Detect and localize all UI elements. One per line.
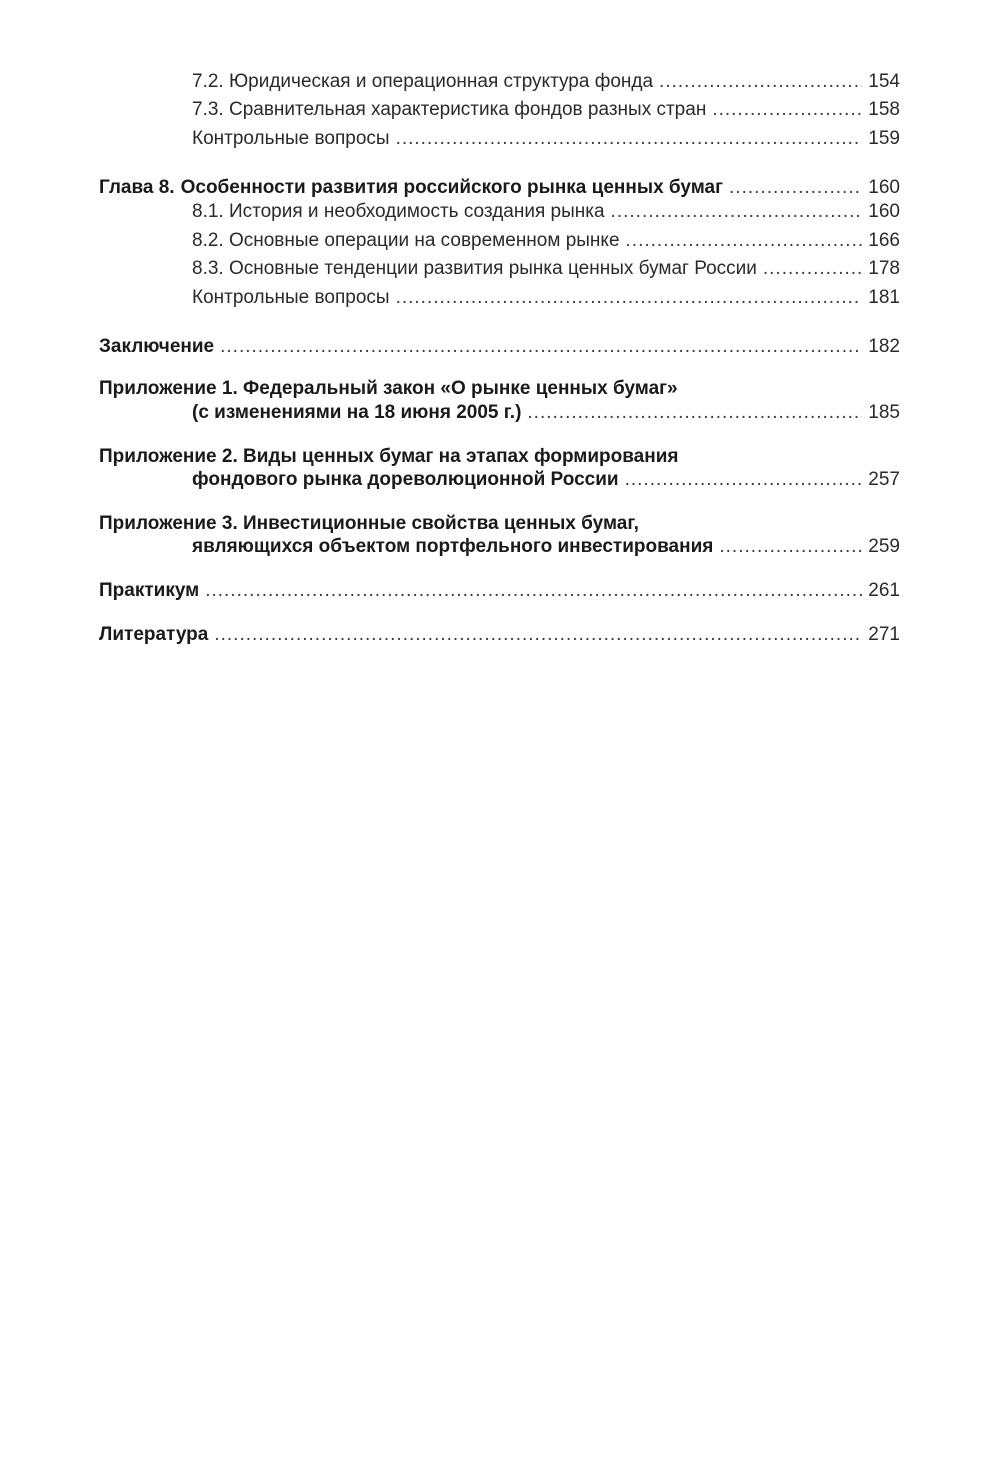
toc-entry-8-2[interactable] [192, 229, 900, 253]
leader-dots [396, 286, 863, 310]
toc-entry-title: Заключение [99, 336, 215, 357]
leader-dots [527, 401, 862, 425]
toc-entry-appendix-3-line1[interactable]: Приложение 3. Инвестиционные свойства ценных бумаг, [99, 513, 639, 534]
toc-entry-questions-7[interactable] [192, 127, 900, 151]
toc-entry-8-1[interactable] [192, 200, 900, 224]
toc-entry-title: (с изменениями на 18 июня 2005 г.) [192, 402, 522, 423]
toc-entry-title: фондового рынка дореволюционной России [192, 469, 619, 490]
toc-page-number: 185 [868, 402, 900, 423]
toc-entry-appendix-3[interactable] [192, 535, 900, 559]
toc-entry-title: 8.3. Основные тенденции развития рынка ценных бумаг России [192, 258, 757, 279]
leader-dots [659, 70, 862, 94]
toc-page-number: 166 [868, 230, 900, 251]
toc-entry-title: 7.2. Юридическая и операционная структура фонда [192, 71, 654, 92]
chapter-label: Глава 8. [99, 177, 175, 198]
leader-dots [625, 468, 863, 492]
leader-dots [719, 535, 862, 559]
toc-page-number: 261 [868, 580, 900, 601]
leader-dots [220, 335, 862, 359]
leader-dots [214, 623, 862, 647]
toc-page-number: 158 [868, 99, 900, 120]
leader-dots [712, 98, 862, 122]
toc-entry-8-3[interactable] [192, 257, 900, 281]
toc-page-number: 178 [868, 258, 900, 279]
leader-dots [626, 229, 863, 253]
toc-page-number: 154 [868, 71, 900, 92]
toc-entry-7-3[interactable] [192, 98, 900, 122]
toc-entry-title: являющихся объектом портфельного инвестирования [192, 536, 714, 557]
leader-dots [611, 200, 863, 224]
toc-entry-title: Контрольные вопросы [192, 287, 390, 308]
toc-entry-title: Литература [99, 624, 209, 645]
toc-entry-appendix-2[interactable] [192, 468, 900, 492]
leader-dots [729, 176, 862, 200]
toc-entry-literature[interactable] [99, 623, 900, 647]
toc-page-number: 182 [868, 336, 900, 357]
toc-entry-title: Особенности развития российского рынка ценных бумаг [180, 177, 724, 198]
toc-entry-title: 8.2. Основные операции на современном рынке [192, 230, 620, 251]
toc-page-number: 160 [868, 201, 900, 222]
toc-entry-chapter-8[interactable] [99, 176, 900, 200]
toc-page-number: 181 [868, 287, 900, 308]
toc-page-number: 160 [868, 177, 900, 198]
toc-entry-appendix-1-line1[interactable]: Приложение 1. Федеральный закон «О рынке ценных бумаг» [99, 378, 678, 399]
toc-entry-appendix-2-line1[interactable]: Приложение 2. Виды ценных бумаг на этапах формирования [99, 446, 679, 467]
leader-dots [396, 127, 863, 151]
toc-entry-practicum[interactable] [99, 579, 900, 603]
toc-page-number: 159 [868, 128, 900, 149]
toc-entry-title: 7.3. Сравнительная характеристика фондов разных стран [192, 99, 707, 120]
toc-page-number: 257 [868, 469, 900, 490]
toc-entry-questions-8[interactable] [192, 286, 900, 310]
toc-page-number: 259 [868, 536, 900, 557]
toc-entry-title: Контрольные вопросы [192, 128, 390, 149]
toc-entry-appendix-1[interactable] [192, 401, 900, 425]
toc-entry-conclusion[interactable] [99, 335, 900, 359]
toc-entry-7-2[interactable] [192, 70, 900, 94]
leader-dots [763, 257, 862, 281]
toc-entry-title: Практикум [99, 580, 200, 601]
leader-dots [205, 579, 862, 603]
toc-entry-title: 8.1. История и необходимость создания рынка [192, 201, 605, 222]
toc-page-number: 271 [868, 624, 900, 645]
